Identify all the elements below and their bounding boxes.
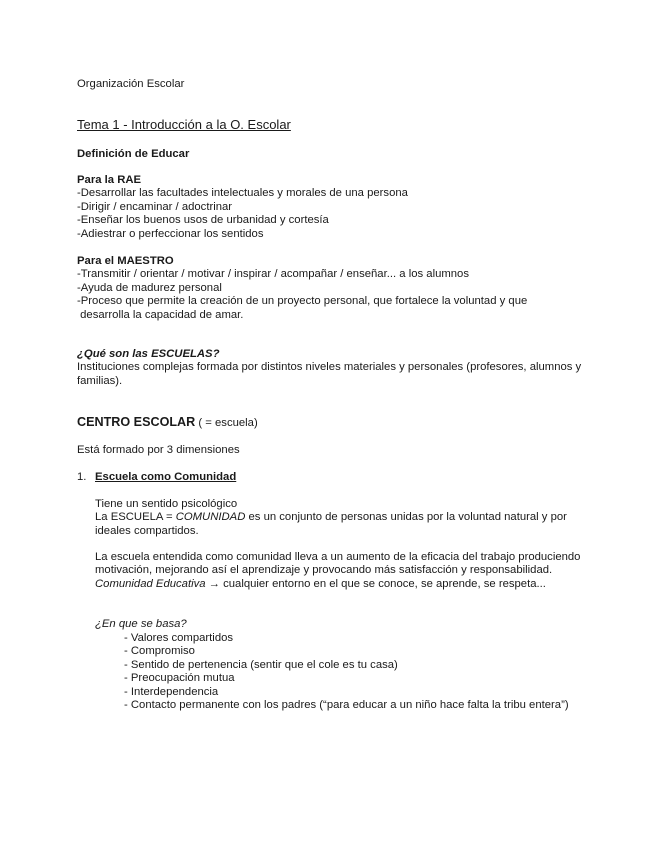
comunidad-p1-line1: Tiene un sentido psicológico <box>95 498 238 510</box>
maestro-heading: Para el MAESTRO <box>77 255 174 267</box>
centro-heading: CENTRO ESCOLAR <box>77 415 196 429</box>
escuelas-heading: ¿Qué son las ESCUELAS? <box>77 348 220 360</box>
comunidad-heading-block <box>77 471 582 484</box>
list-item: - Contacto permanente con los padres (“para educar a un niño hace falta la tribu entera”) <box>124 699 569 712</box>
comunidad-p1-em: COMUNIDAD <box>175 511 246 524</box>
comunidad-heading: Escuela como Comunidad <box>95 471 237 483</box>
centro-suffix: ( = escuela) <box>195 417 258 429</box>
comunidad-p1-pre: La ESCUELA = <box>95 511 176 524</box>
maestro-section <box>77 255 582 322</box>
rae-heading: Para la RAE <box>77 174 142 186</box>
list-number: 1. <box>77 471 87 483</box>
tema-title: Tema 1 - Introducción a la O. Escolar <box>77 117 291 132</box>
escuelas-section <box>77 348 582 388</box>
list-item: - Valores compartidos <box>124 632 234 644</box>
comunidad-p3-em: Comunidad Educativa <box>95 577 206 590</box>
rae-item: -Enseñar los buenos usos de urbanidad y cortesía <box>77 214 329 227</box>
comunidad-p3 <box>95 578 582 591</box>
list-item: - Preocupación mutua <box>124 672 235 685</box>
header-text: Organización Escolar <box>77 78 185 90</box>
list-item: - Compromiso <box>124 645 195 658</box>
maestro-item: desarrolla la capacidad de amar. <box>77 308 244 321</box>
comunidad-p1-body <box>95 511 582 538</box>
maestro-item: -Ayuda de madurez personal <box>77 281 222 294</box>
rae-item: -Desarrollar las facultades intelectuales y morales de una persona <box>77 187 408 200</box>
list-item: - Sentido de pertenencia (sentir que el cole es tu casa) <box>124 658 398 671</box>
comunidad-p2-text: La escuela entendida como comunidad lleva a un aumento de la eficacia del trabajo produciendo motivación, mejorando así el aprendizaje y provocando más satisfacción y responsabilidad. <box>95 551 581 577</box>
basa-section <box>77 618 582 631</box>
maestro-item: -Proceso que permite la creación de un proyecto personal, que fortalece la voluntad y que <box>77 295 528 308</box>
comunidad-p3-post: → cualquier entorno en el que se conoce, se aprende, se respeta... <box>205 577 546 590</box>
centro-intro-block <box>77 444 582 457</box>
comunidad-p1-post: es un conjunto de personas unidas por la voluntad natural y por ideales compartidos. <box>95 511 567 537</box>
tema-title-block <box>77 118 582 131</box>
document-header <box>77 78 582 91</box>
list-item: - Interdependencia <box>124 685 219 698</box>
rae-item: -Dirigir / encaminar / adoctrinar <box>77 200 233 213</box>
rae-section <box>77 174 582 241</box>
comunidad-p1 <box>77 498 582 538</box>
centro-section <box>77 416 582 430</box>
escuelas-text: Instituciones complejas formada por distintos niveles materiales y personales (profesores, alumnos y familias). <box>77 361 582 387</box>
basa-heading: ¿En que se basa? <box>95 618 187 630</box>
maestro-item: -Transmitir / orientar / motivar / inspirar / acompañar / enseñar... a los alumnos <box>77 268 469 281</box>
basa-list <box>77 632 582 712</box>
comunidad-p2 <box>77 551 582 591</box>
rae-item: -Adiestrar o perfeccionar los sentidos <box>77 227 264 240</box>
definicion-block <box>77 148 582 161</box>
definicion-heading: Definición de Educar <box>77 148 190 160</box>
centro-intro: Está formado por 3 dimensiones <box>77 444 240 456</box>
